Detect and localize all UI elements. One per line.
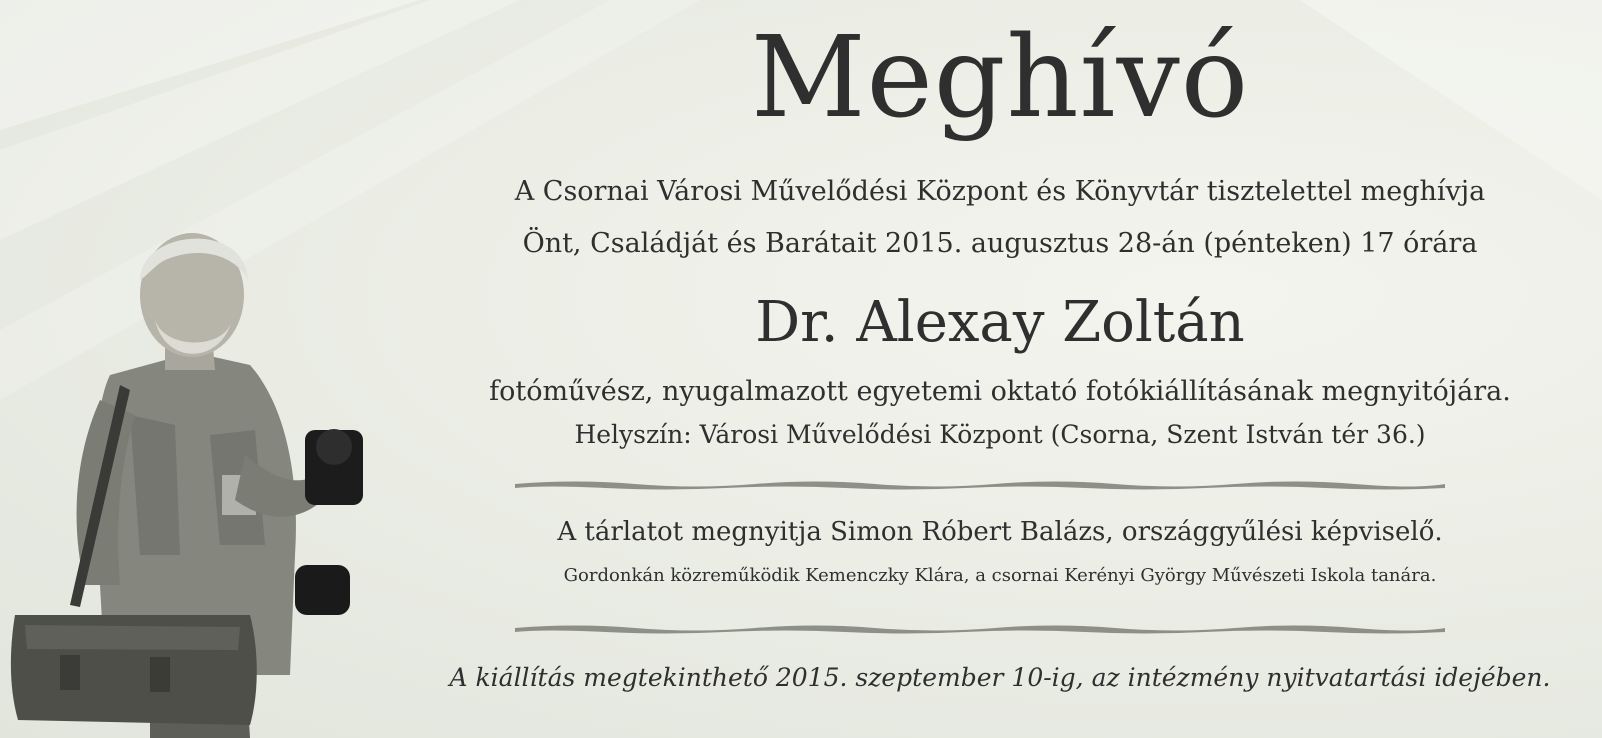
photographer-portrait	[0, 225, 390, 738]
opening-speaker-line: A tárlatot megnyitja Simon Róbert Balázs, országgyűlési képviselő.	[557, 517, 1443, 547]
artist-name: Dr. Alexay Zoltán	[755, 290, 1245, 355]
venue-line: Helyszín: Városi Művelődési Központ (Csorna, Szent István tér 36.)	[574, 420, 1426, 449]
music-performer-line: Gordonkán közreműködik Kemenczky Klára, a csornai Kerényi György Művészeti Iskola tanára.	[563, 565, 1437, 586]
intro-line-2: Önt, Családját és Barátait 2015. augusztus 28-án (pénteken) 17 órára	[522, 228, 1478, 259]
intro-line-1: A Csornai Városi Művelődési Központ és Könyvtár tisztelettel meghívja	[514, 176, 1486, 207]
closing-note: A kiállítás megtekinthető 2015. szeptember 10-ig, az intézmény nyitvatartási idejében.	[449, 663, 1551, 692]
ornamental-divider	[515, 620, 1445, 636]
ornamental-divider	[515, 476, 1445, 492]
artist-description: fotóművész, nyugalmazott egyetemi oktató fotókiállításának megnyitójára.	[489, 376, 1511, 407]
invitation-title: Meghívó	[750, 13, 1250, 143]
